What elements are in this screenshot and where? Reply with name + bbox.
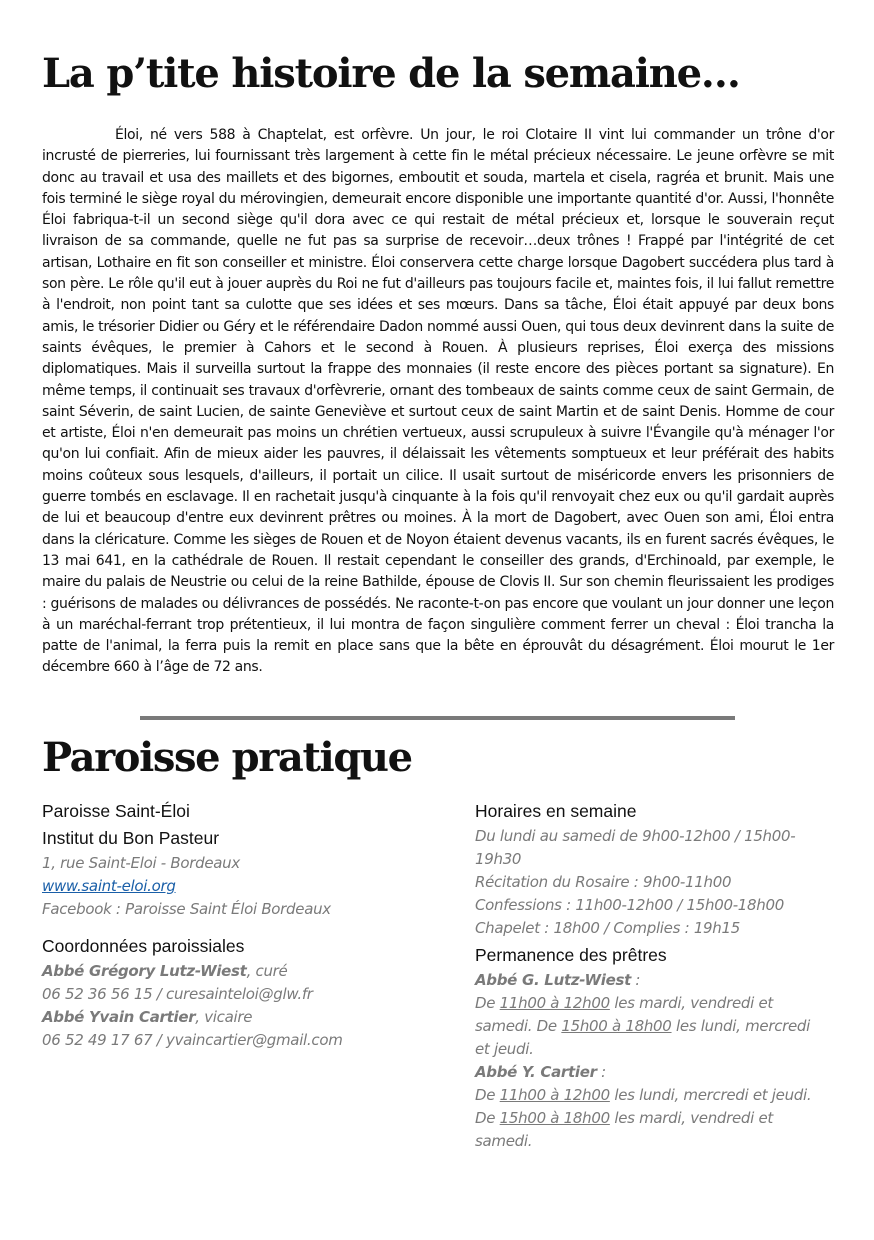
practical-title: Paroisse pratique: [42, 734, 412, 781]
days-text: les mardi, vendredi et samedi. De: [475, 994, 773, 1035]
priest1-contact: 06 52 36 56 15 / curesainteloi@glw.fr: [42, 985, 313, 1003]
time-slot: 15h00 à 18h00: [499, 1109, 610, 1127]
parish-name: Paroisse Saint-Éloi: [42, 801, 190, 821]
parish-address: 1, rue Saint-Eloi - Bordeaux: [42, 854, 240, 872]
days-text: les mardi, vendredi et samedi.: [475, 1109, 773, 1150]
time-slot: 11h00 à 12h00: [499, 994, 610, 1012]
priest2-permanence-title: [475, 1061, 815, 1084]
hours-line-2: Récitation du Rosaire : 9h00-11h00: [475, 873, 732, 891]
priest1-short-name: Abbé G. Lutz-Wiest: [475, 971, 631, 989]
priest1-line: [42, 960, 392, 983]
colon: :: [596, 1063, 606, 1081]
priest2-short-name: Abbé Y. Cartier: [475, 1063, 597, 1081]
website-line: [42, 875, 392, 898]
hours-line-4: Chapelet : 18h00 / Complies : 19h15: [475, 919, 740, 937]
story-text: Éloi, né vers 588 à Chaptelat, est orfèvre. Un jour, le roi Clotaire II vint lui commander un trône d'or incrusté de pierreries, lui fournissant très largement à cette fin le métal précieux nécessaire. Le jeune orfèvre se mit donc au travail et usa des maillets et des bigornes, emboutit et souda, martela et cisela, ragréa et brunit. Mais une fois terminé le siège royal du mérovingien, demeurait encore disponible une importante quantité d'or. Aussi, l'honnête Éloi fabriqua-t-il un second siège qu'il dora avec ce qui restait de métal précieux et, lorsque le souverain reçut livraison de sa commande, quelle ne fut pas sa surprise de recevoir…deux trônes ! Frappé par l'intégrité de cet artisan, Lothaire en fit son conseiller et ministre. Éloi conservera cette charge lorsque Dagobert succédera plus tard à son père. Le rôle qu'il eut à jouer auprès du Roi ne fut d'ailleurs pas toujours facile et, maintes fois, il lui fallut remettre à l'endroit, non point tant sa culotte que ses idées et ses mœurs. Dans sa tâche, Éloi était appuyé par deux bons amis, le trésorier Didier ou Géry et le référendaire Dadon nommé aussi Ouen, qui tous deux devinrent dans la suite de saints évêques, le premier à Cahors et le second à Rouen. À plusieurs reprises, Éloi exerça des missions diplomatiques. Mais il surveilla surtout la frappe des monnaies (il reste encore des pièces portant sa signature). En même temps, il continuait ses travaux d'orfèvrerie, ornant des tombeaux de saints comme ceux de saint Germain, de saint Séverin, de saint Lucien, de sainte Geneviève et surtout ceux de saint Martin et de saint Denis. Homme de cour et artiste, Éloi n'en demeurait pas moins un chrétien vertueux, aussi scrupuleux à suivre l'Évangile qu'à ménager l'or qu'on lui confiait. Afin de mieux aider les pauvres, il délaissait les vêtements somptueux et leur préférait des habits moins coûteux sous lesquels, d'ailleurs, il portait un cilice. Il usait surtout de miséricorde envers les prisonniers de guerre tombés en esclavage. Il en rachetait jusqu'à cinquante à la fois qu'il renvoyait chez eux ou qu'il gardait auprès de lui et beaucoup d'entre eux devinrent prêtres ou moines. À la mort de Dagobert, avec Ouen son ami, Éloi entra dans la cléricature. Comme les sièges de Rouen et de Noyon étaient devenus vacants, ils en furent sacrés évêques, le 13 mai 641, en la cathédrale de Rouen. Il restait cependant le conseiller des grands, d'Erchinoald, par exemple, le maire du palais de Neustrie ou celui de la reine Bathilde, épouse de Clovis II. Sur son chemin fleurissaient les prodiges : guérisons de malades ou délivrances de possédés. Ne raconte-t-on pas encore que voulant un jour donner une leçon à un maréchal-ferrant trop prétentieux, il lui montra de façon singulière comment ferrer un cheval : Éloi trancha la patte de l'animal, la ferra puis la remit en place sans que la bête en éprouvât du désagrément. Éloi mourut le 1er décembre 660 à l’âge de 72 ans.: [42, 127, 834, 676]
section-divider: [140, 716, 735, 720]
priest1-role: , curé: [246, 962, 288, 980]
schedule-column: [475, 798, 815, 1153]
time-slot: 11h00 à 12h00: [499, 1086, 610, 1104]
text-de: De: [475, 1086, 500, 1104]
priest2-permanence: [475, 1084, 815, 1153]
days-text: les lundi, mercredi et jeudi.: [475, 1017, 811, 1058]
story-title: La p’tite histoire de la semaine…: [42, 50, 740, 97]
colon: :: [630, 971, 641, 989]
permanence-heading: Permanence des prêtres: [475, 945, 667, 965]
priest2-role: , vicaire: [195, 1008, 253, 1026]
priest2-contact: 06 52 49 17 67 / yvaincartier@gmail.com: [42, 1031, 343, 1049]
time-slot: 15h00 à 18h00: [561, 1017, 672, 1035]
facebook-line: Facebook : Paroisse Saint Éloi Bordeaux: [42, 900, 331, 918]
hours-heading: Horaires en semaine: [475, 801, 637, 821]
institute-name: Institut du Bon Pasteur: [42, 828, 220, 848]
hours-line-3: Confessions : 11h00-12h00 / 15h00-18h00: [475, 896, 784, 914]
text-de: De: [475, 994, 500, 1012]
contacts-heading: Coordonnées paroissiales: [42, 936, 245, 956]
priest1-permanence-title: [475, 969, 815, 992]
hours-line-1: Du lundi au samedi de 9h00-12h00 / 15h00-19h30: [475, 827, 796, 868]
priest2-name: Abbé Yvain Cartier: [42, 1008, 196, 1026]
priest2-line: [42, 1006, 392, 1029]
priest1-name: Abbé Grégory Lutz-Wiest: [42, 962, 247, 980]
parish-info-column: [42, 798, 392, 1052]
days-text: les lundi, mercredi et jeudi. De: [475, 1086, 812, 1127]
website-link[interactable]: www.saint-eloi.org: [42, 877, 176, 895]
priest1-permanence: [475, 992, 815, 1061]
